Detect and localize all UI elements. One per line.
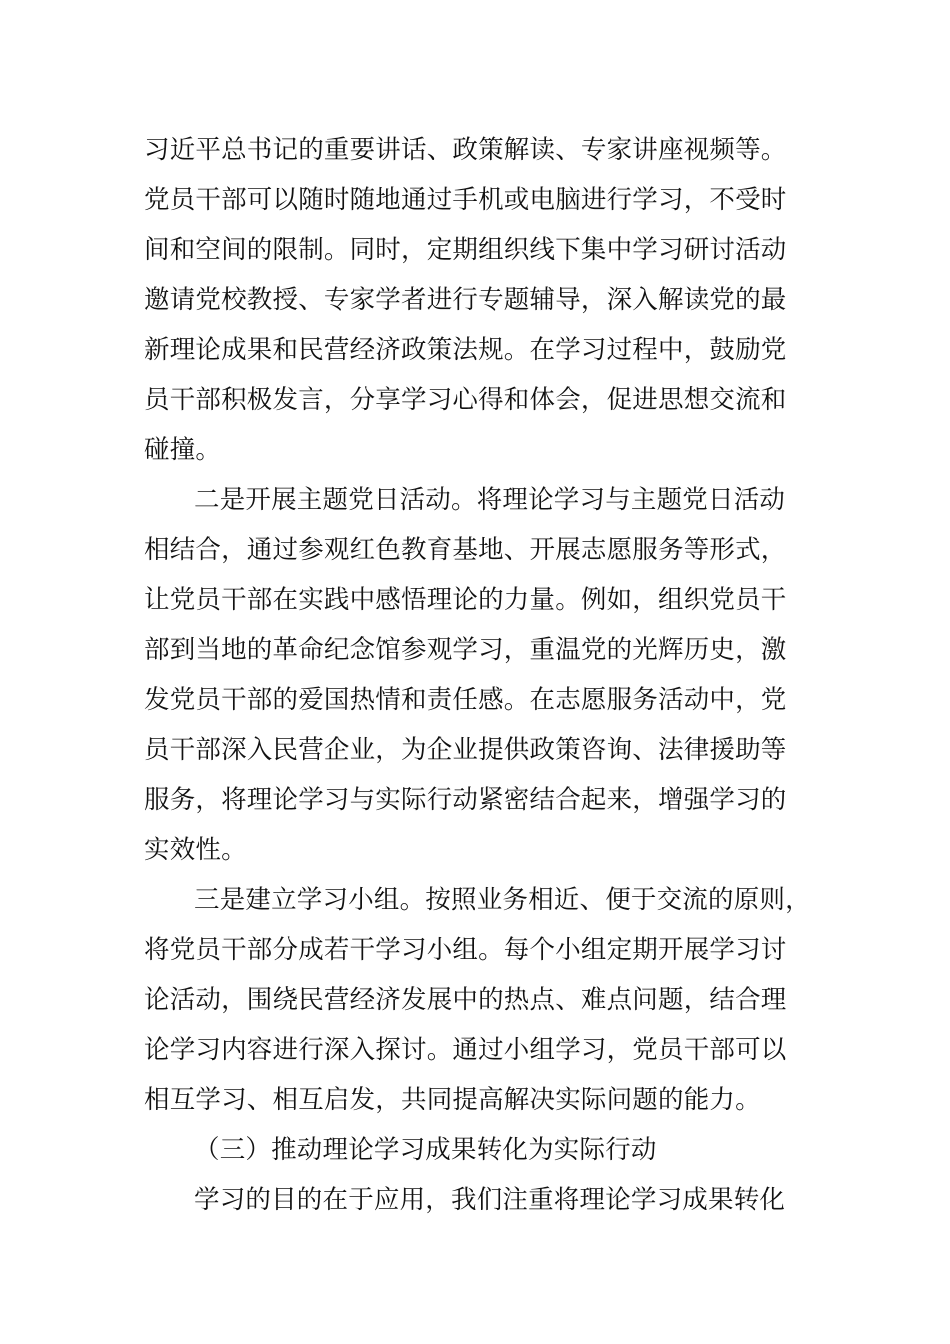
body-text-line: 相互学习、相互启发，共同提高解决实际问题的能力。 bbox=[144, 1085, 761, 1115]
body-text-line: 邀请党校教授、专家学者进行专题辅导，深入解读党的最 bbox=[144, 285, 787, 315]
body-text-line: 实效性。 bbox=[144, 835, 247, 865]
body-text-line: 发党员干部的爱国热情和责任感。在志愿服务活动中，党 bbox=[144, 685, 787, 715]
body-text-line: 部到当地的革命纪念馆参观学习，重温党的光辉历史，激 bbox=[144, 635, 787, 665]
body-text-line: 碰撞。 bbox=[144, 435, 222, 465]
section-heading: （三）推动理论学习成果转化为实际行动 bbox=[194, 1135, 657, 1165]
paragraph-start-line: 二是开展主题党日活动。将理论学习与主题党日活动 bbox=[194, 485, 786, 515]
body-text-line: 相结合，通过参观红色教育基地、开展志愿服务等形式， bbox=[144, 535, 787, 565]
body-text-line: 将党员干部分成若干学习小组。每个小组定期开展学习讨 bbox=[144, 935, 787, 965]
body-text-line: 服务，将理论学习与实际行动紧密结合起来，增强学习的 bbox=[144, 785, 787, 815]
paragraph-start-line: 学习的目的在于应用，我们注重将理论学习成果转化 bbox=[194, 1185, 786, 1215]
body-text-line: 员干部积极发言，分享学习心得和体会，促进思想交流和 bbox=[144, 385, 787, 415]
body-text-line: 习近平总书记的重要讲话、政策解读、专家讲座视频等。 bbox=[144, 135, 787, 165]
body-text-line: 新理论成果和民营经济政策法规。在学习过程中，鼓励党 bbox=[144, 335, 787, 365]
body-text-line: 论学习内容进行深入探讨。通过小组学习，党员干部可以 bbox=[144, 1035, 787, 1065]
body-text-line: 间和空间的限制。同时，定期组织线下集中学习研讨活动 bbox=[144, 235, 787, 265]
body-text-line: 员干部深入民营企业，为企业提供政策咨询、法律援助等 bbox=[144, 735, 787, 765]
body-text-line: 党员干部可以随时随地通过手机或电脑进行学习，不受时 bbox=[144, 185, 787, 215]
paragraph-start-line: 三是建立学习小组。按照业务相近、便于交流的原则， bbox=[194, 885, 811, 915]
body-text-line: 论活动，围绕民营经济发展中的热点、难点问题，结合理 bbox=[144, 985, 787, 1015]
body-text-line: 让党员干部在实践中感悟理论的力量。例如，组织党员干 bbox=[144, 585, 787, 615]
